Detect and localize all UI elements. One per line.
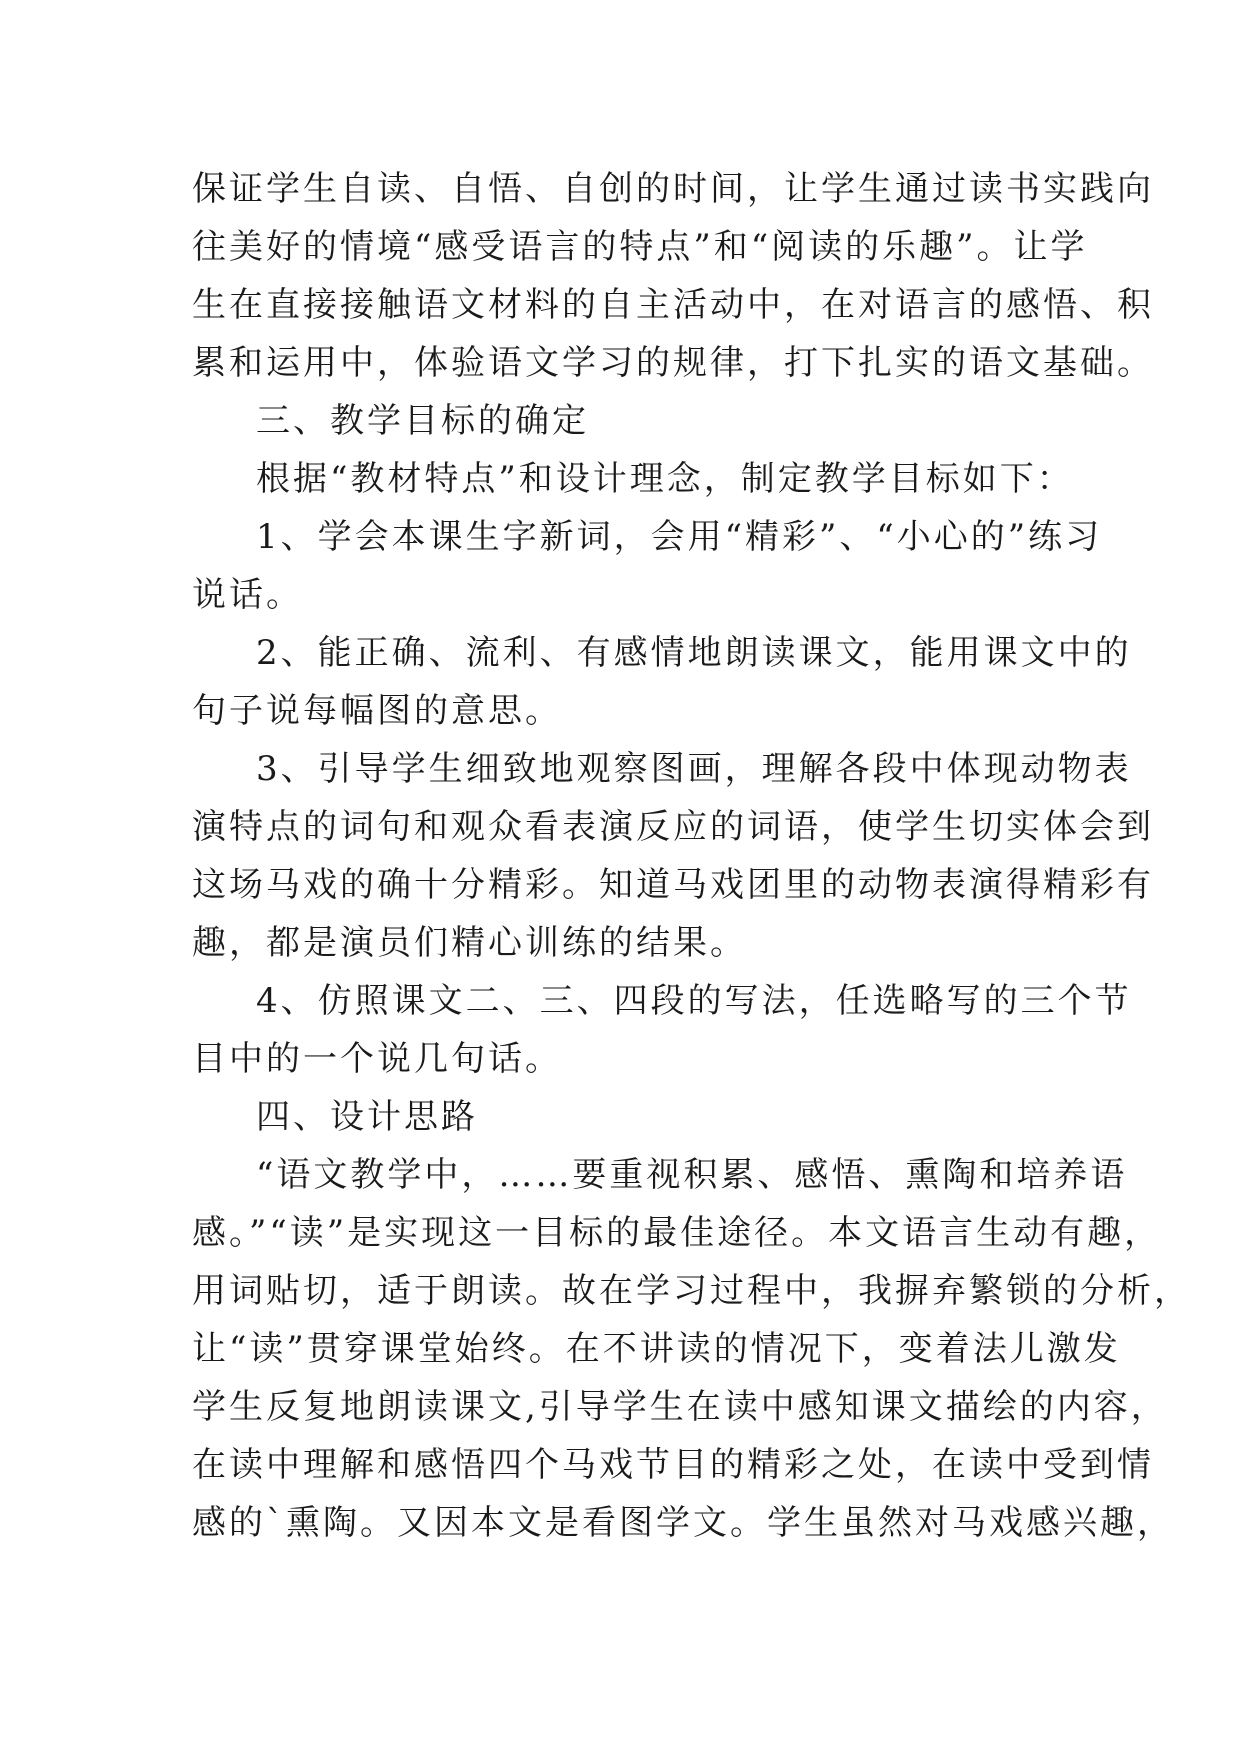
- text-line: 目中的一个说几句话。: [192, 1039, 562, 1079]
- text-line: 让“读”贯穿课堂始终。在不讲读的情况下，变着法儿激发: [192, 1329, 1121, 1369]
- text-line: 趣，都是演员们精心训练的结果。: [192, 923, 747, 963]
- text-line: 在读中理解和感悟四个马戏节目的精彩之处，在读中受到情: [192, 1445, 1154, 1485]
- document-body: [192, 160, 1191, 1552]
- paragraph-start-line: “语文教学中，……要重视积累、感悟、熏陶和培养语: [256, 1155, 1128, 1195]
- paragraph-start-line: 2、能正确、流利、有感情地朗读课文，能用课文中的: [256, 633, 1132, 673]
- text-line: 句子说每幅图的意思。: [192, 691, 562, 731]
- text-line: 学生反复地朗读课文,引导学生在读中感知课文描绘的内容，: [192, 1387, 1168, 1427]
- text-line: 演特点的词句和观众看表演反应的词语，使学生切实体会到: [192, 807, 1154, 847]
- paragraph-start-line: 三、教学目标的确定: [256, 401, 589, 441]
- text-line: 累和运用中，体验语文学习的规律，打下扎实的语文基础。: [192, 343, 1154, 383]
- paragraph-start-line: 3、引导学生细致地观察图画，理解各段中体现动物表: [256, 749, 1132, 789]
- text-line: 往美好的情境“感受语言的特点”和“阅读的乐趣”。让学: [192, 227, 1088, 267]
- text-line: 保证学生自读、自悟、自创的时间，让学生通过读书实践向: [192, 169, 1154, 209]
- paragraph-start-line: 根据“教材特点”和设计理念，制定教学目标如下：: [256, 459, 1074, 499]
- text-line: 这场马戏的确十分精彩。知道马戏团里的动物表演得精彩有: [192, 865, 1154, 905]
- text-line: 感的`熏陶。又因本文是看图学文。学生虽然对马戏感兴趣，: [192, 1503, 1174, 1543]
- paragraph-start-line: 四、设计思路: [256, 1097, 478, 1137]
- text-line: 说话。: [192, 575, 303, 615]
- text-line: 感。”“读”是实现这一目标的最佳途径。本文语言生动有趣，: [192, 1213, 1162, 1253]
- text-line: 生在直接接触语文材料的自主活动中，在对语言的感悟、积: [192, 285, 1154, 325]
- paragraph-start-line: 1、学会本课生字新词，会用“精彩”、“小心的”练习: [256, 517, 1103, 557]
- paragraph-start-line: 4、仿照课文二、三、四段的写法，任选略写的三个节: [256, 981, 1132, 1021]
- text-line: 用词贴切，适于朗读。故在学习过程中，我摒弃繁锁的分析，: [192, 1271, 1191, 1311]
